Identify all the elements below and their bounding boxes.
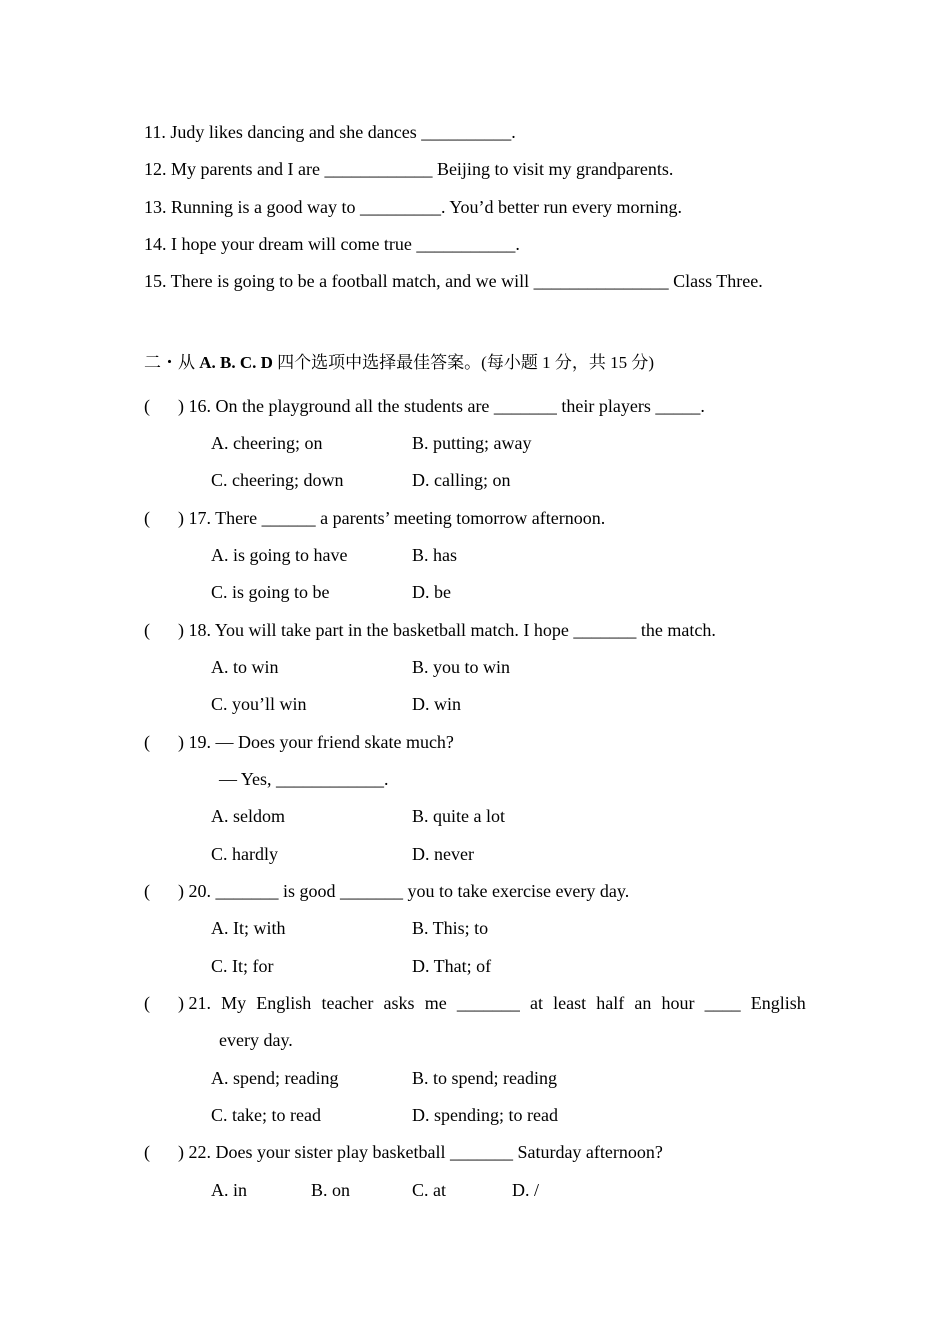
word: teacher <box>321 993 374 1013</box>
option-a: A. in <box>211 1180 247 1200</box>
answer-paren: ( <box>144 881 150 901</box>
question-continuation: every day. <box>219 1030 293 1050</box>
section-heading-prefix: 二・从 <box>144 353 200 372</box>
word: English <box>256 993 312 1013</box>
word: English <box>750 993 806 1013</box>
option-a: A. spend; reading <box>211 1068 339 1088</box>
fill-in-item-13: 13. Running is a good way to _________. You’d better run every morning. <box>144 197 682 217</box>
option-b: B. has <box>412 545 457 565</box>
option-d: D. never <box>412 844 474 864</box>
option-b: B. to spend; reading <box>412 1068 557 1088</box>
question-text: ) 18. You will take part in the basketball match. I hope _______ the match. <box>178 620 716 640</box>
option-d: D. That; of <box>412 956 492 976</box>
option-c: C. is going to be <box>211 582 330 602</box>
word: least <box>553 993 587 1013</box>
section-heading <box>144 352 654 374</box>
option-c: C. you’ll win <box>211 694 307 714</box>
word: My <box>221 993 247 1013</box>
question-text: ) 17. There ______ a parents’ meeting tomorrow afternoon. <box>178 508 606 528</box>
option-c: C. cheering; down <box>211 470 344 490</box>
option-c: C. It; for <box>211 956 274 976</box>
option-b: B. putting; away <box>412 433 532 453</box>
dialogue-reply: — Yes, ____________. <box>219 769 389 789</box>
fill-in-item-15: 15. There is going to be a football match, and we will _______________ Class Three. <box>144 271 763 291</box>
option-c: C. at <box>412 1180 446 1200</box>
question-20 <box>0 880 950 902</box>
word: ) 21. <box>178 993 211 1013</box>
answer-paren: ( <box>144 508 150 528</box>
word: asks <box>383 993 415 1013</box>
question-18 <box>0 619 950 641</box>
question-text: ) 16. On the playground all the students are _______ their players _____. <box>178 396 705 416</box>
option-b: B. quite a lot <box>412 806 505 826</box>
option-a: A. is going to have <box>211 545 348 565</box>
fill-in-item-12: 12. My parents and I are ____________ Beijing to visit my grandparents. <box>144 159 674 179</box>
option-a: A. cheering; on <box>211 433 323 453</box>
answer-paren: ( <box>144 993 150 1013</box>
word: hour <box>661 993 695 1013</box>
option-d: D. calling; on <box>412 470 511 490</box>
question-16 <box>0 395 950 417</box>
answer-paren: ( <box>144 396 150 416</box>
question-21 <box>0 992 950 1014</box>
answer-paren: ( <box>144 1142 150 1162</box>
section-heading-options: A. B. C. D <box>199 353 273 372</box>
question-text: ) 22. Does your sister play basketball _______ Saturday afternoon? <box>178 1142 663 1162</box>
option-c: C. take; to read <box>211 1105 321 1125</box>
option-d: D. / <box>512 1180 539 1200</box>
answer-paren: ( <box>144 732 150 752</box>
option-c: C. hardly <box>211 844 278 864</box>
option-d: D. be <box>412 582 451 602</box>
word: ____ <box>704 993 741 1013</box>
word: me <box>424 993 447 1013</box>
option-d: D. win <box>412 694 461 714</box>
word: _______ <box>456 993 520 1013</box>
section-heading-suffix: 四个选项中选择最佳答案。(每小题 1 分，共 15 分) <box>272 353 654 372</box>
question-17 <box>0 507 950 529</box>
option-a: A. seldom <box>211 806 285 826</box>
fill-in-item-11: 11. Judy likes dancing and she dances __________. <box>144 122 516 142</box>
question-22 <box>0 1141 950 1163</box>
option-b: B. This; to <box>412 918 489 938</box>
option-a: A. to win <box>211 657 279 677</box>
option-d: D. spending; to read <box>412 1105 558 1125</box>
option-b: B. you to win <box>412 657 511 677</box>
option-a: A. It; with <box>211 918 286 938</box>
word: at <box>529 993 543 1013</box>
word: an <box>634 993 652 1013</box>
question-text: ) 20. _______ is good _______ you to take exercise every day. <box>178 881 630 901</box>
word: half <box>596 993 625 1013</box>
fill-in-item-14: 14. I hope your dream will come true ___________. <box>144 234 520 254</box>
option-b: B. on <box>311 1180 351 1200</box>
question-text: ) 19. — Does your friend skate much? <box>178 732 454 752</box>
question-19 <box>0 731 950 753</box>
answer-paren: ( <box>144 620 150 640</box>
question-text <box>178 992 806 1014</box>
